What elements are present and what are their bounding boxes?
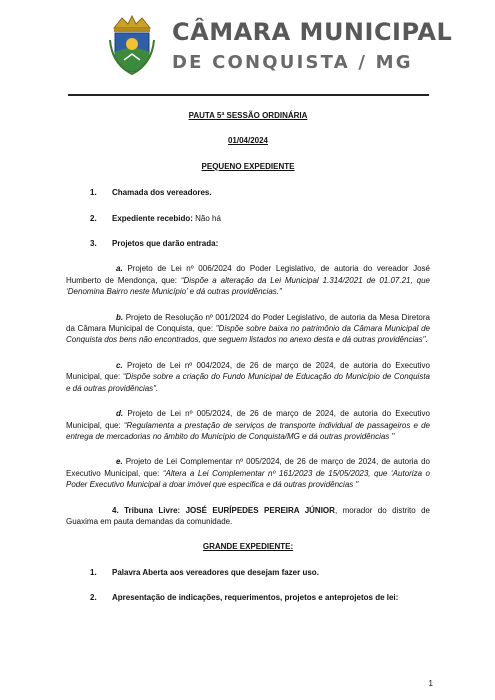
project-paragraph-a: a. Projeto de Lei nº 006/2024 do Poder Legislativo, de autoria do vereador José Humberto de Mendonça, que: “Dispõe a alteração da Lei Municipal 1.314/2021 de 01.07.21, que ‘Denomina Bairro neste Município’ e dá outras providências.": [66, 264, 430, 297]
item-label: Chamada dos vereadores.: [112, 188, 212, 198]
item-number: 1.: [90, 188, 97, 198]
list-item: [66, 213, 430, 224]
section-heading-pequeno-expediente: PEQUENO EXPEDIENTE: [201, 161, 295, 171]
project-paragraph-d: d. Projeto de Lei nº 005/2024, de 26 de março de 2024, de autoria do Executivo Municipal, que: “Regulamenta a prestação de serviços de transporte individual de passageiros e de entrega de mercadorias no âmbito do Município de Conquista/MG e dá outras providências ": [66, 409, 430, 441]
brand-subtitle: DE CONQUISTA / MG: [172, 52, 413, 73]
list-item: [66, 238, 430, 249]
list-item: [66, 187, 430, 198]
tribuna-livre: [66, 505, 430, 528]
list-item: [66, 567, 430, 578]
item-value: Não há: [192, 213, 221, 223]
document-title: PAUTA 5ª SESSÃO ORDINÁRIA: [188, 111, 308, 120]
project-paragraph-b: b. Projeto de Resolução nº 001/2024 do Poder Legislativo, de autoria da Mesa Diretora da Câmara Municipal de Conquista, que: "Dispõe sobre baixa no patrimônio da Câmara Municipal de Conquista dos bens não encontrados, que seguem listados no anexo desta e dá outras providências".: [66, 312, 430, 345]
list-item: [66, 592, 430, 603]
page-number: 1: [428, 679, 433, 688]
item-label: Apresentação de indicações, requerimentos, projetos e anteprojetos de lei:: [112, 593, 399, 603]
project-paragraph-e: e. Projeto de Lei Complementar nº 005/2024, de 26 de março de 2024, de autoria do Executivo Municipal, que: “Altera a Lei Complementar nº 161/2023 de 15/05/2023, que ‘Autoriza o Poder Executivo Municipal a doar imóvel que especifica e dá outras providências ": [66, 457, 430, 490]
item-number: 3.: [90, 239, 97, 249]
municipal-crest-icon: [108, 14, 156, 76]
tribuna-label: 4. Tribuna Livre: JOSÉ EURÍPEDES PEREIRA JÚNIOR: [112, 505, 335, 515]
item-number: 2.: [90, 593, 97, 603]
header-divider: [68, 94, 429, 96]
project-paragraph-c: c. Projeto de Lei nº 004/2024, de 26 de março de 2024, de autoria do Executivo Municipal, que: “Dispõe sobre a criação do Fundo Municipal de Educação do Município de Conquista e dá outras providências".: [66, 360, 430, 393]
letterhead: [0, 0, 495, 96]
item-label: Projetos que darão entrada:: [112, 239, 219, 249]
section-heading-grande-expediente: GRANDE EXPEDIENTE:: [202, 542, 294, 552]
document-body: [66, 110, 430, 604]
brand-title: CÂMARA MUNICIPAL: [172, 18, 453, 46]
tribuna-text: , morador do distrito de Guaxima em pauta demandas da comunidade.: [66, 505, 430, 526]
document-date: 01/04/2024: [227, 136, 269, 146]
item-number: 2.: [90, 213, 97, 223]
item-label: Palavra Aberta aos vereadores que desejam fazer uso.: [112, 567, 319, 577]
item-label: Expediente recebido:: [112, 213, 193, 223]
item-number: 1.: [90, 567, 97, 577]
